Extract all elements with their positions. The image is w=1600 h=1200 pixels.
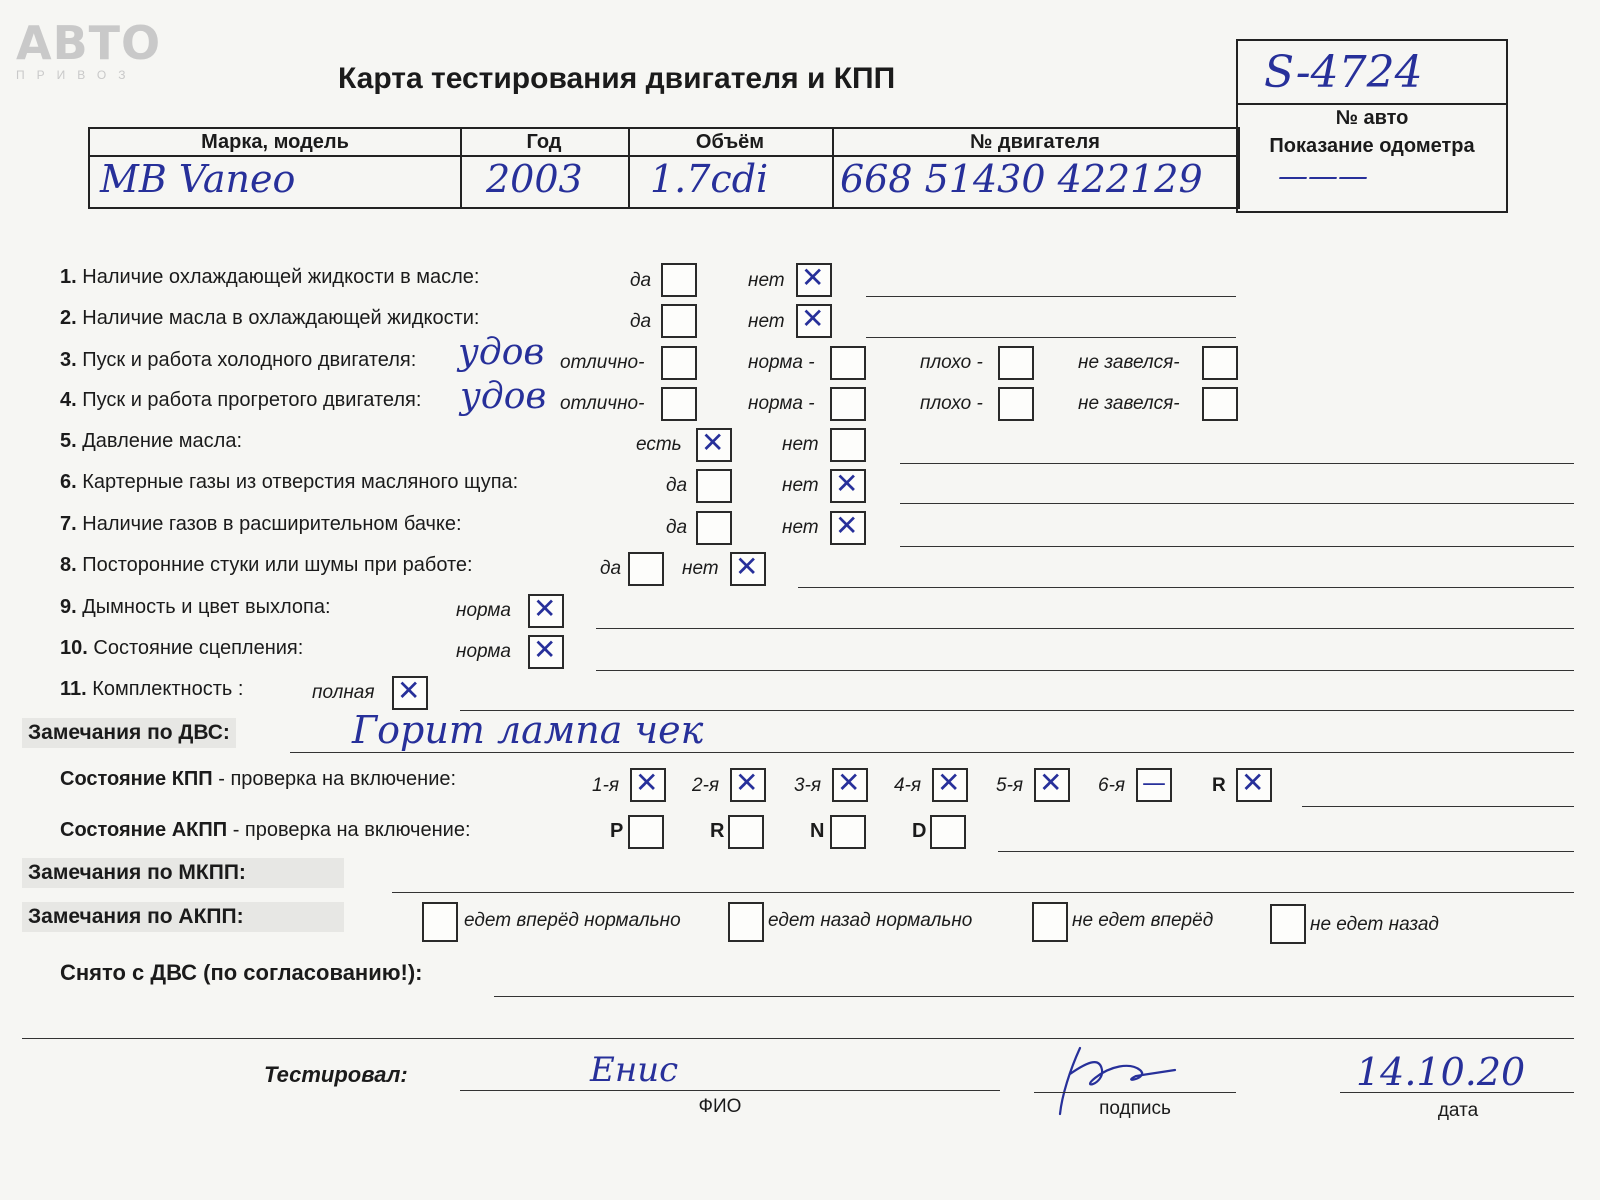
q7-no-checkbox[interactable] bbox=[830, 511, 866, 545]
check-mark: ✕ bbox=[701, 426, 725, 459]
q6-note-line[interactable] bbox=[900, 503, 1574, 504]
kpp-note-line[interactable] bbox=[1302, 806, 1574, 807]
question-11-text: Комплектность : bbox=[92, 678, 244, 700]
q3-bad-label: плохо - bbox=[920, 352, 983, 373]
question-10: 10. Состояние сцепления: bbox=[60, 637, 304, 659]
q6-yes-checkbox[interactable] bbox=[696, 469, 732, 503]
q9-normal-checkbox[interactable] bbox=[528, 594, 564, 628]
removed-line-2[interactable] bbox=[22, 1038, 1574, 1039]
remarks-dvs-line[interactable] bbox=[290, 752, 1574, 753]
q3-nostart-label: не завелся- bbox=[1078, 352, 1180, 373]
check-mark: ✕ bbox=[397, 674, 421, 707]
q10-normal-label: норма bbox=[456, 641, 511, 662]
q10-normal-checkbox[interactable] bbox=[528, 635, 564, 669]
gear-1-label: 1-я bbox=[592, 775, 620, 796]
q11-full-checkbox[interactable] bbox=[392, 676, 428, 710]
q3-normal-checkbox[interactable] bbox=[830, 346, 866, 380]
akpp-no-forward-label: не едет вперёд bbox=[1072, 910, 1214, 931]
question-4-text: Пуск и работа прогретого двигателя: bbox=[82, 389, 422, 411]
gear-5-checkbox[interactable] bbox=[1034, 768, 1070, 802]
mode-p-checkbox[interactable] bbox=[628, 815, 664, 849]
q7-note-line[interactable] bbox=[900, 546, 1574, 547]
q3-nostart-checkbox[interactable] bbox=[1202, 346, 1238, 380]
removed-line-1[interactable] bbox=[494, 996, 1574, 997]
check-mark: ✕ bbox=[801, 302, 825, 335]
page-title: Карта тестирования двигателя и КПП bbox=[338, 62, 896, 95]
kpp-label: Состояние КПП - проверка на включение: bbox=[60, 768, 457, 790]
q8-note-line[interactable] bbox=[798, 587, 1574, 588]
q3-excellent-checkbox[interactable] bbox=[661, 346, 697, 380]
question-2: 2. Наличие масла в охлаждающей жидкости: bbox=[60, 307, 480, 329]
q4-nostart-label: не завелся- bbox=[1078, 393, 1180, 414]
q2-note-line[interactable] bbox=[866, 337, 1236, 338]
question-1-text: Наличие охлаждающей жидкости в масле: bbox=[82, 266, 480, 288]
gear-3-label: 3-я bbox=[794, 775, 822, 796]
q10-note-line[interactable] bbox=[596, 670, 1574, 671]
question-2-text: Наличие масла в охлаждающей жидкости: bbox=[82, 307, 480, 329]
volume-value[interactable]: 1.7cdi bbox=[650, 157, 769, 201]
q5-yes-checkbox[interactable] bbox=[696, 428, 732, 462]
q8-yes-label: да bbox=[600, 558, 622, 579]
logo-text: АВТО bbox=[16, 16, 162, 70]
akpp-forward-ok-label: едет вперёд нормально bbox=[464, 910, 681, 931]
date-line[interactable] bbox=[1340, 1092, 1574, 1093]
odometer-value[interactable]: ——— bbox=[1278, 159, 1368, 194]
q4-nostart-checkbox[interactable] bbox=[1202, 387, 1238, 421]
q1-note-line[interactable] bbox=[866, 296, 1236, 297]
mode-d-checkbox[interactable] bbox=[930, 815, 966, 849]
q4-normal-checkbox[interactable] bbox=[830, 387, 866, 421]
q6-yes-label: да bbox=[666, 475, 688, 496]
check-mark: ✕ bbox=[1241, 766, 1265, 799]
question-8: 8. Посторонние стуки или шумы при работе: bbox=[60, 554, 473, 576]
question-9: 9. Дымность и цвет выхлопа: bbox=[60, 596, 331, 618]
mode-d-label: D bbox=[912, 820, 927, 842]
q11-full-label: полная bbox=[312, 682, 375, 703]
akpp-remarks-label: Замечания по АКПП: bbox=[22, 902, 344, 932]
q7-yes-label: да bbox=[666, 517, 688, 538]
mode-p-label: P bbox=[610, 820, 624, 842]
question-5: 5. Давление масла: bbox=[60, 430, 242, 452]
akpp-no-forward-checkbox[interactable] bbox=[1032, 902, 1068, 942]
mkpp-remarks-line[interactable] bbox=[392, 892, 1574, 893]
gear-r-checkbox[interactable] bbox=[1236, 768, 1272, 802]
signature-caption: подпись bbox=[1099, 1098, 1171, 1119]
mode-n-checkbox[interactable] bbox=[830, 815, 866, 849]
gear-6-checkbox[interactable] bbox=[1136, 768, 1172, 802]
question-11: 11. Комплектность : bbox=[60, 678, 244, 700]
q8-no-label: нет bbox=[682, 558, 719, 579]
check-mark: ✕ bbox=[735, 766, 759, 799]
tested-label: Тестировал: bbox=[264, 1062, 408, 1087]
question-6: 6. Картерные газы из отверстия масляного щупа: bbox=[60, 471, 519, 493]
q2-yes-checkbox[interactable] bbox=[661, 304, 697, 338]
gear-6-label: 6-я bbox=[1098, 775, 1126, 796]
mode-n-label: N bbox=[810, 820, 825, 842]
question-3-text: Пуск и работа холодного двигателя: bbox=[82, 349, 417, 371]
tester-name[interactable]: Енис bbox=[590, 1050, 679, 1090]
check-mark: ✕ bbox=[835, 467, 859, 500]
q1-yes-label: да bbox=[630, 270, 652, 291]
fio-line[interactable] bbox=[460, 1090, 1000, 1091]
vehicle-table bbox=[88, 127, 1240, 209]
test-date[interactable]: 14.10.20 bbox=[1356, 1050, 1526, 1094]
auto-number-label: № авто bbox=[1335, 107, 1409, 129]
q8-no-checkbox[interactable] bbox=[730, 552, 766, 586]
q3-bad-checkbox[interactable] bbox=[998, 346, 1034, 380]
q5-no-label: нет bbox=[782, 434, 819, 455]
logo bbox=[16, 16, 162, 82]
q5-yes-label: есть bbox=[636, 434, 682, 455]
check-mark: ✕ bbox=[533, 592, 557, 625]
check-mark: ✕ bbox=[837, 766, 861, 799]
gear-4-label: 4-я bbox=[894, 775, 922, 796]
q2-no-label: нет bbox=[748, 311, 785, 332]
engine-number-value[interactable]: 668 51430 422129 bbox=[840, 157, 1203, 201]
date-caption: дата bbox=[1437, 1100, 1479, 1121]
q1-no-checkbox[interactable] bbox=[796, 263, 832, 297]
question-1: 1. Наличие охлаждающей жидкости в масле: bbox=[60, 266, 480, 288]
akpp-note-line[interactable] bbox=[998, 851, 1574, 852]
gear-4-checkbox[interactable] bbox=[932, 768, 968, 802]
logo-subtext: ПРИВОЗ bbox=[16, 68, 138, 82]
question-7: 7. Наличие газов в расширительном бачке: bbox=[60, 513, 462, 535]
mkpp-remarks-label: Замечания по МКПП: bbox=[22, 858, 344, 888]
question-3: 3. Пуск и работа холодного двигателя: bbox=[60, 349, 417, 371]
akpp-forward-ok-checkbox[interactable] bbox=[422, 902, 458, 942]
header-engine-number: № двигателя bbox=[970, 131, 1100, 153]
q3-handwritten[interactable]: удов bbox=[458, 332, 545, 373]
mode-r-label: R bbox=[710, 820, 725, 842]
akpp-no-back-checkbox[interactable] bbox=[1270, 904, 1306, 944]
removed-label: Снято с ДВС (по согласованию!): bbox=[60, 960, 423, 985]
gear-5-label: 5-я bbox=[996, 775, 1024, 796]
q7-no-label: нет bbox=[782, 517, 819, 538]
odometer-label: Показание одометра bbox=[1269, 135, 1475, 157]
check-mark: ✕ bbox=[635, 766, 659, 799]
question-7-text: Наличие газов в расширительном бачке: bbox=[82, 513, 462, 535]
auto-number-box bbox=[1236, 39, 1508, 213]
q5-note-line[interactable] bbox=[900, 463, 1574, 464]
q1-yes-checkbox[interactable] bbox=[661, 263, 697, 297]
check-mark: ✕ bbox=[801, 261, 825, 294]
header-year: Год bbox=[526, 131, 562, 153]
check-mark: ✕ bbox=[1039, 766, 1063, 799]
akpp-back-ok-checkbox[interactable] bbox=[728, 902, 764, 942]
q4-handwritten[interactable]: удов bbox=[460, 376, 547, 417]
check-mark: ✕ bbox=[533, 633, 557, 666]
signature-line[interactable] bbox=[1034, 1092, 1236, 1093]
q6-no-checkbox[interactable] bbox=[830, 469, 866, 503]
gear-2-checkbox[interactable] bbox=[730, 768, 766, 802]
q4-normal-label: норма - bbox=[748, 393, 815, 414]
akpp-no-back-label: не едет назад bbox=[1310, 914, 1439, 935]
auto-number-value[interactable]: S-4724 bbox=[1264, 47, 1423, 98]
gear-3-checkbox[interactable] bbox=[832, 768, 868, 802]
gear-2-label: 2-я bbox=[692, 775, 720, 796]
q2-no-checkbox[interactable] bbox=[796, 304, 832, 338]
q4-excellent-label: отлично- bbox=[560, 393, 645, 414]
q7-yes-checkbox[interactable] bbox=[696, 511, 732, 545]
model-value[interactable]: MB Vaneo bbox=[100, 157, 296, 201]
year-value[interactable]: 2003 bbox=[486, 157, 583, 201]
question-10-text: Состояние сцепления: bbox=[93, 637, 304, 659]
gear-r-label: R bbox=[1212, 775, 1226, 796]
check-mark: ✕ bbox=[735, 550, 759, 583]
question-4: 4. Пуск и работа прогретого двигателя: bbox=[60, 389, 422, 411]
q5-no-checkbox[interactable] bbox=[830, 428, 866, 462]
q4-excellent-checkbox[interactable] bbox=[661, 387, 697, 421]
remarks-dvs-label: Замечания по ДВС: bbox=[22, 718, 236, 748]
q1-no-label: нет bbox=[748, 270, 785, 291]
q4-bad-checkbox[interactable] bbox=[998, 387, 1034, 421]
q6-no-label: нет bbox=[782, 475, 819, 496]
q9-normal-label: норма bbox=[456, 600, 511, 621]
mode-r-checkbox[interactable] bbox=[728, 815, 764, 849]
q8-yes-checkbox[interactable] bbox=[628, 552, 664, 586]
q9-note-line[interactable] bbox=[596, 628, 1574, 629]
check-mark: ✕ bbox=[835, 509, 859, 542]
q3-excellent-label: отлично- bbox=[560, 352, 645, 373]
header-volume: Объём bbox=[695, 131, 765, 153]
check-mark: ✕ bbox=[937, 766, 961, 799]
akpp-back-ok-label: едет назад нормально bbox=[768, 910, 973, 931]
question-6-text: Картерные газы из отверстия масляного щупа: bbox=[82, 471, 519, 493]
gear-1-checkbox[interactable] bbox=[630, 768, 666, 802]
fio-caption: ФИО bbox=[698, 1096, 742, 1117]
question-5-text: Давление масла: bbox=[82, 430, 242, 452]
dash-mark: — bbox=[1142, 769, 1166, 797]
remarks-dvs-value[interactable]: Горит лампа чек bbox=[352, 708, 704, 752]
question-8-text: Посторонние стуки или шумы при работе: bbox=[82, 554, 473, 576]
header-model: Марка, модель bbox=[201, 131, 349, 153]
question-9-text: Дымность и цвет выхлопа: bbox=[82, 596, 331, 618]
q3-normal-label: норма - bbox=[748, 352, 815, 373]
akpp-label: Состояние АКПП - проверка на включение: bbox=[60, 819, 471, 841]
q4-bad-label: плохо - bbox=[920, 393, 983, 414]
q2-yes-label: да bbox=[630, 311, 652, 332]
